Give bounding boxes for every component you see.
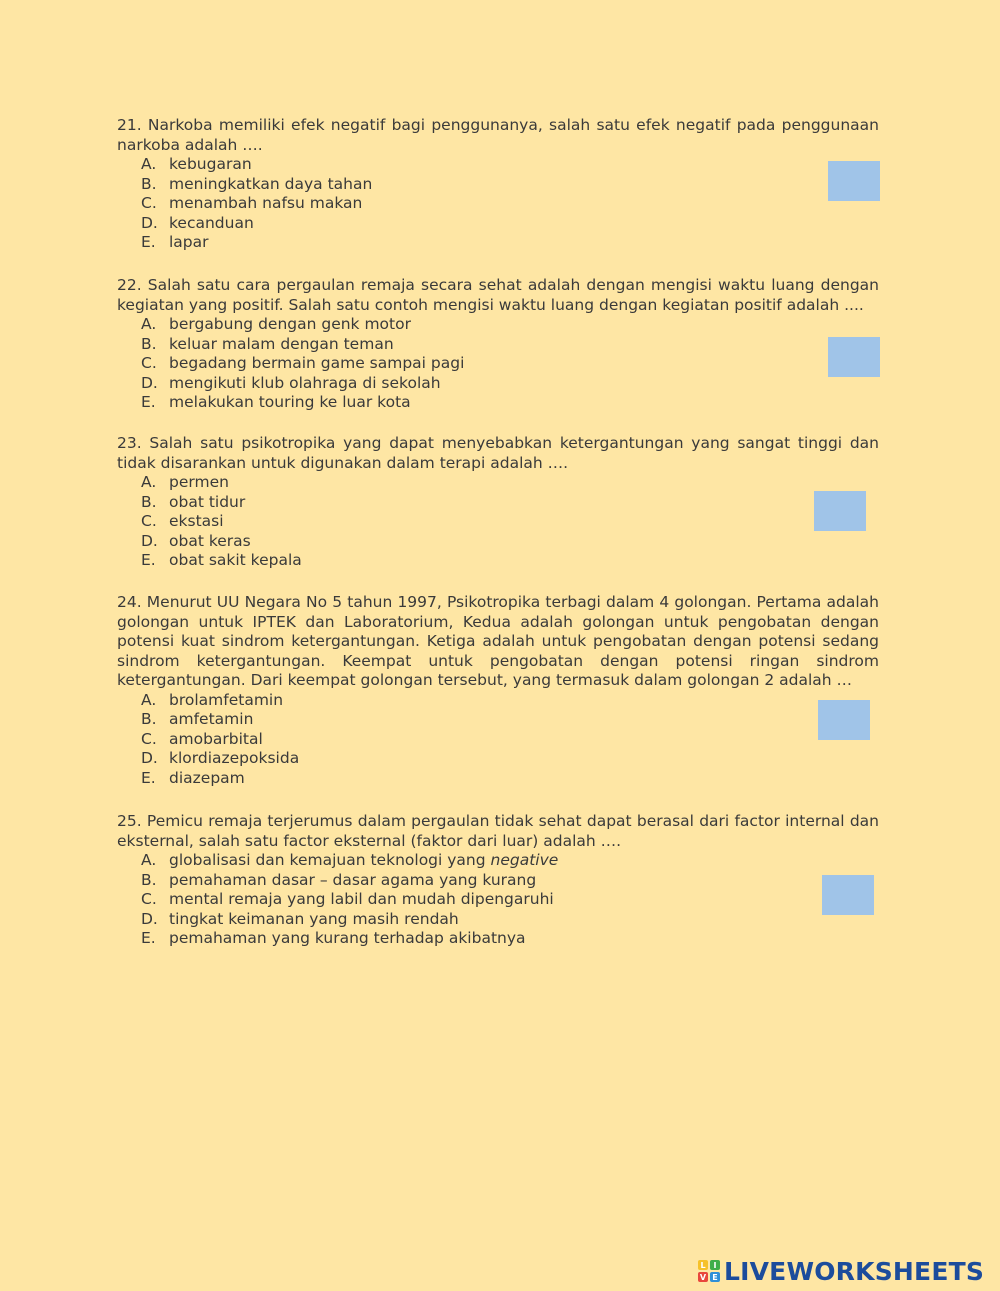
option-text: amfetamin <box>169 710 254 729</box>
option-list <box>117 155 879 253</box>
question-text: Narkoba memiliki efek negatif bagi penggunanya, salah satu efek negatif pada penggunaan narkoba adalah …. <box>117 116 879 154</box>
option-text: globalisasi dan kemajuan teknologi yang <box>169 851 491 869</box>
option-e <box>141 929 879 949</box>
option-letter: B. <box>141 492 157 511</box>
option-text: keluar malam dengan teman <box>169 334 394 353</box>
option-list <box>117 851 879 949</box>
option-b <box>141 871 879 891</box>
option-letter: E. <box>141 929 156 948</box>
question-22 <box>117 276 879 413</box>
question-stem <box>117 593 879 691</box>
option-b <box>141 175 879 195</box>
question-text: Pemicu remaja terjerumus dalam pergaulan tidak sehat dapat berasal dari factor internal dan eksternal, salah satu factor eksternal (faktor dari luar) adalah …. <box>117 812 879 850</box>
option-letter: B. <box>141 870 157 889</box>
question-number: 25. <box>117 812 142 830</box>
option-c <box>141 354 879 374</box>
option-letter: B. <box>141 334 157 353</box>
option-b <box>141 710 879 730</box>
answer-box-21[interactable] <box>828 161 880 201</box>
question-23 <box>117 434 879 571</box>
question-text: Salah satu psikotropika yang dapat menyebabkan ketergantungan yang sangat tinggi dan tidak disarankan untuk digunakan dalam terapi adalah …. <box>117 434 879 472</box>
answer-box-24[interactable] <box>818 700 870 740</box>
question-25 <box>117 812 879 949</box>
question-number: 21. <box>117 116 142 134</box>
option-letter: D. <box>141 531 158 550</box>
option-d <box>141 532 879 552</box>
option-text: lapar <box>169 233 209 252</box>
option-letter: A. <box>141 851 157 869</box>
option-a <box>141 851 879 871</box>
option-letter: D. <box>141 909 158 928</box>
option-letter: D. <box>141 373 158 392</box>
option-text: pemahaman dasar – dasar agama yang kurang <box>169 870 537 889</box>
option-a <box>141 315 879 335</box>
question-24 <box>117 593 879 788</box>
option-c <box>141 890 879 910</box>
option-e <box>141 769 879 789</box>
option-b <box>141 493 879 513</box>
option-list <box>117 473 879 571</box>
option-c <box>141 512 879 532</box>
brand-text: LIVEWORKSHEETS <box>724 1256 985 1286</box>
option-c <box>141 730 879 750</box>
option-letter: C. <box>141 890 157 909</box>
option-list <box>117 691 879 789</box>
option-text: bergabung dengan genk motor <box>169 315 411 333</box>
option-letter: C. <box>141 729 157 748</box>
question-stem <box>117 812 879 851</box>
question-text: Menurut UU Negara No 5 tahun 1997, Psikotropika terbagi dalam 4 golongan. Pertama adalah golongan untuk IPTEK dan Laboratorium, Kedua adalah golongan untuk pengobatan dengan potensi kuat sindrom ketergantungan. Ketiga adalah untuk pengobatan dengan potensi sedang sindrom ketergantungan. Keempat untuk pengobatan dengan potensi ringan sindrom ketergantungan. Dari keempat golongan tersebut, yang termasuk dalam golongan 2 adalah … <box>117 593 879 689</box>
logo-letter-e: E <box>710 1272 720 1282</box>
question-21 <box>117 116 879 253</box>
option-letter: D. <box>141 749 158 768</box>
option-letter: C. <box>141 512 157 531</box>
option-letter: A. <box>141 690 157 709</box>
option-letter: E. <box>141 393 156 412</box>
answer-box-23[interactable] <box>814 491 866 531</box>
question-number: 23. <box>117 434 142 452</box>
option-a <box>141 691 879 711</box>
option-text: kecanduan <box>169 213 254 232</box>
option-text: obat tidur <box>169 492 246 511</box>
answer-box-25[interactable] <box>822 875 874 915</box>
option-letter: A. <box>141 473 157 491</box>
option-text: obat keras <box>169 531 251 550</box>
answer-box-22[interactable] <box>828 337 880 377</box>
option-text: melakukan touring ke luar kota <box>169 393 411 412</box>
logo-letter-i: I <box>710 1260 720 1270</box>
option-letter: A. <box>141 155 157 173</box>
option-list <box>117 315 879 413</box>
liveworksheets-logo <box>698 1258 984 1284</box>
option-text: kebugaran <box>169 155 252 173</box>
option-text-italic: negative <box>490 851 559 869</box>
question-stem <box>117 276 879 315</box>
option-text: mengikuti klub olahraga di sekolah <box>169 373 441 392</box>
option-text: menambah nafsu makan <box>169 194 363 213</box>
option-letter: B. <box>141 710 157 729</box>
option-letter: B. <box>141 174 157 193</box>
option-text: brolamfetamin <box>169 690 284 709</box>
option-text: klordiazepoksida <box>169 749 300 768</box>
question-number: 22. <box>117 276 142 294</box>
option-text: amobarbital <box>169 729 263 748</box>
logo-letter-l: L <box>698 1260 708 1270</box>
option-text: ekstasi <box>169 512 224 531</box>
question-number: 24. <box>117 593 142 611</box>
option-text: obat sakit kepala <box>169 551 302 570</box>
option-letter: E. <box>141 233 156 252</box>
option-text: mental remaja yang labil dan mudah dipengaruhi <box>169 890 554 909</box>
option-text: permen <box>169 473 229 491</box>
option-d <box>141 214 879 234</box>
option-text: begadang bermain game sampai pagi <box>169 354 465 373</box>
question-text: Salah satu cara pergaulan remaja secara sehat adalah dengan mengisi waktu luang dengan kegiatan yang positif. Salah satu contoh mengisi waktu luang dengan kegiatan positif adalah .... <box>117 276 879 314</box>
option-a <box>141 473 879 493</box>
option-d <box>141 374 879 394</box>
option-letter: E. <box>141 551 156 570</box>
option-letter: A. <box>141 315 157 333</box>
option-letter: C. <box>141 194 157 213</box>
option-letter: C. <box>141 354 157 373</box>
option-d <box>141 749 879 769</box>
question-stem <box>117 116 879 155</box>
live-logo-icon <box>698 1260 720 1282</box>
option-e <box>141 233 879 253</box>
option-letter: E. <box>141 768 156 787</box>
option-letter: D. <box>141 213 158 232</box>
option-text: meningkatkan daya tahan <box>169 174 373 193</box>
logo-letter-v: V <box>699 1272 707 1282</box>
option-c <box>141 194 879 214</box>
question-stem <box>117 434 879 473</box>
option-text: tingkat keimanan yang masih rendah <box>169 909 459 928</box>
option-e <box>141 393 879 413</box>
option-text: pemahaman yang kurang terhadap akibatnya <box>169 929 526 948</box>
option-text: diazepam <box>169 768 245 787</box>
option-d <box>141 910 879 930</box>
option-e <box>141 551 879 571</box>
option-b <box>141 335 879 355</box>
option-a <box>141 155 879 175</box>
